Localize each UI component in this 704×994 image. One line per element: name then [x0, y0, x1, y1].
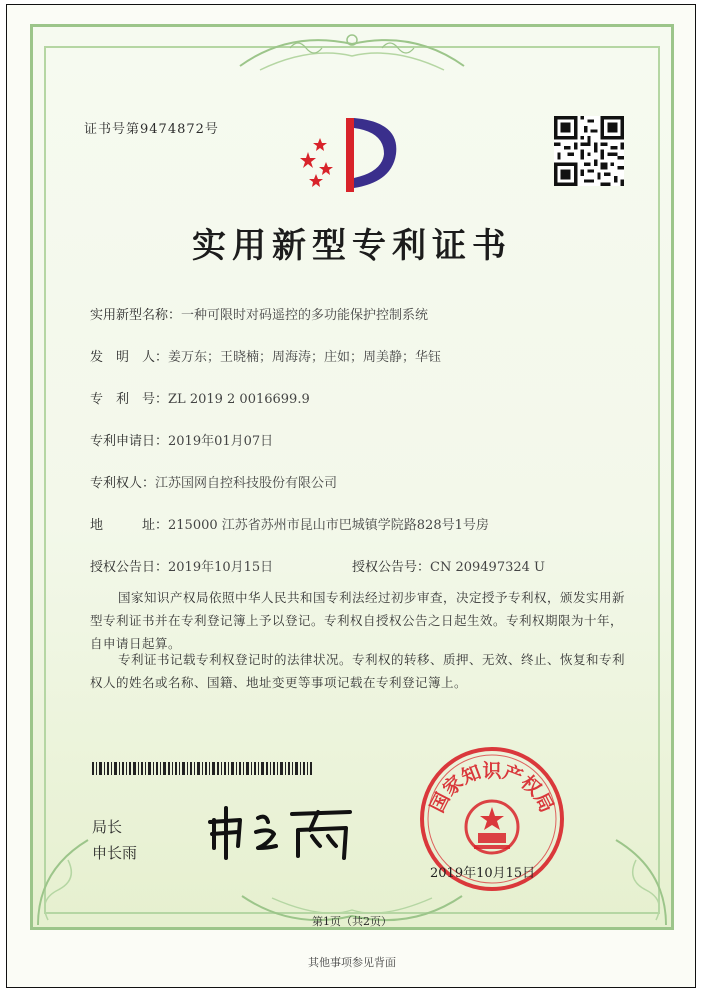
handwritten-signature [200, 800, 360, 862]
field-utility-model-name [90, 304, 428, 323]
patent-number-value: ZL 2019 2 0016699.9 [168, 392, 310, 407]
cnipa-logo [296, 112, 406, 198]
qr-code [554, 116, 624, 186]
director-title: 局长 [92, 818, 123, 836]
address-value: 215000 江苏省苏州市昆山市巴城镇学院路828号1号房 [168, 518, 489, 533]
inventor-label: 发 明 人： [90, 350, 169, 365]
grant-date-value: 2019年10月15日 [168, 560, 274, 575]
grant-date-label: 授权公告日： [90, 560, 169, 575]
patentee-value: 江苏国网自控科技股份有限公司 [155, 476, 338, 491]
grant-number-label: 授权公告号： [352, 560, 431, 575]
patentee-label: 专利权人： [90, 476, 156, 491]
field-inventor [90, 346, 441, 365]
filing-date-value: 2019年01月07日 [168, 434, 274, 449]
top-ornament [230, 26, 474, 76]
seal-text: 国家知识产权局 [426, 760, 558, 817]
filing-date-label: 专利申请日： [90, 434, 169, 449]
field-address [90, 514, 489, 533]
address-label: 地 址： [90, 518, 169, 533]
certificate-title: 实用新型专利证书 [192, 226, 512, 266]
field-filing-date [90, 430, 273, 449]
field-patentee [90, 472, 337, 491]
seal-date: 2019年10月15日 [430, 866, 536, 881]
page-number: 第1页（共2页） [312, 915, 392, 928]
body-paragraph-2: 专利证书记载专利权登记时的法律状况。专利权的转移、质押、无效、终止、恢复和专利权人的姓名或名称、国籍、地址变更等事项记载在专利登记簿上。 [90, 652, 626, 690]
footer-note: 其他事项参见背面 [308, 956, 396, 969]
certificate-number: 证书号第9474872号 [84, 122, 219, 137]
inventor-value: 姜万东；王晓楠；周海涛；庄如；周美静；华钰 [168, 350, 442, 365]
name-value: 一种可限时对码遥控的多功能保护控制系统 [181, 308, 429, 323]
name-label: 实用新型名称： [90, 308, 182, 323]
grant-number-value: CN 209497324 U [430, 560, 545, 575]
barcode [92, 762, 312, 775]
field-grant-number [352, 556, 545, 575]
patent-number-label: 专 利 号： [90, 392, 169, 407]
field-grant-date [90, 556, 273, 575]
director-name: 申长雨 [92, 844, 138, 862]
field-patent-number [90, 388, 310, 407]
body-paragraph-1: 国家知识产权局依照中华人民共和国专利法经过初步审查，决定授予专利权，颁发实用新型专利证书并在专利登记簿上予以登记。专利权自授权公告之日起生效。专利权期限为十年，自申请日起算。 [90, 590, 626, 651]
